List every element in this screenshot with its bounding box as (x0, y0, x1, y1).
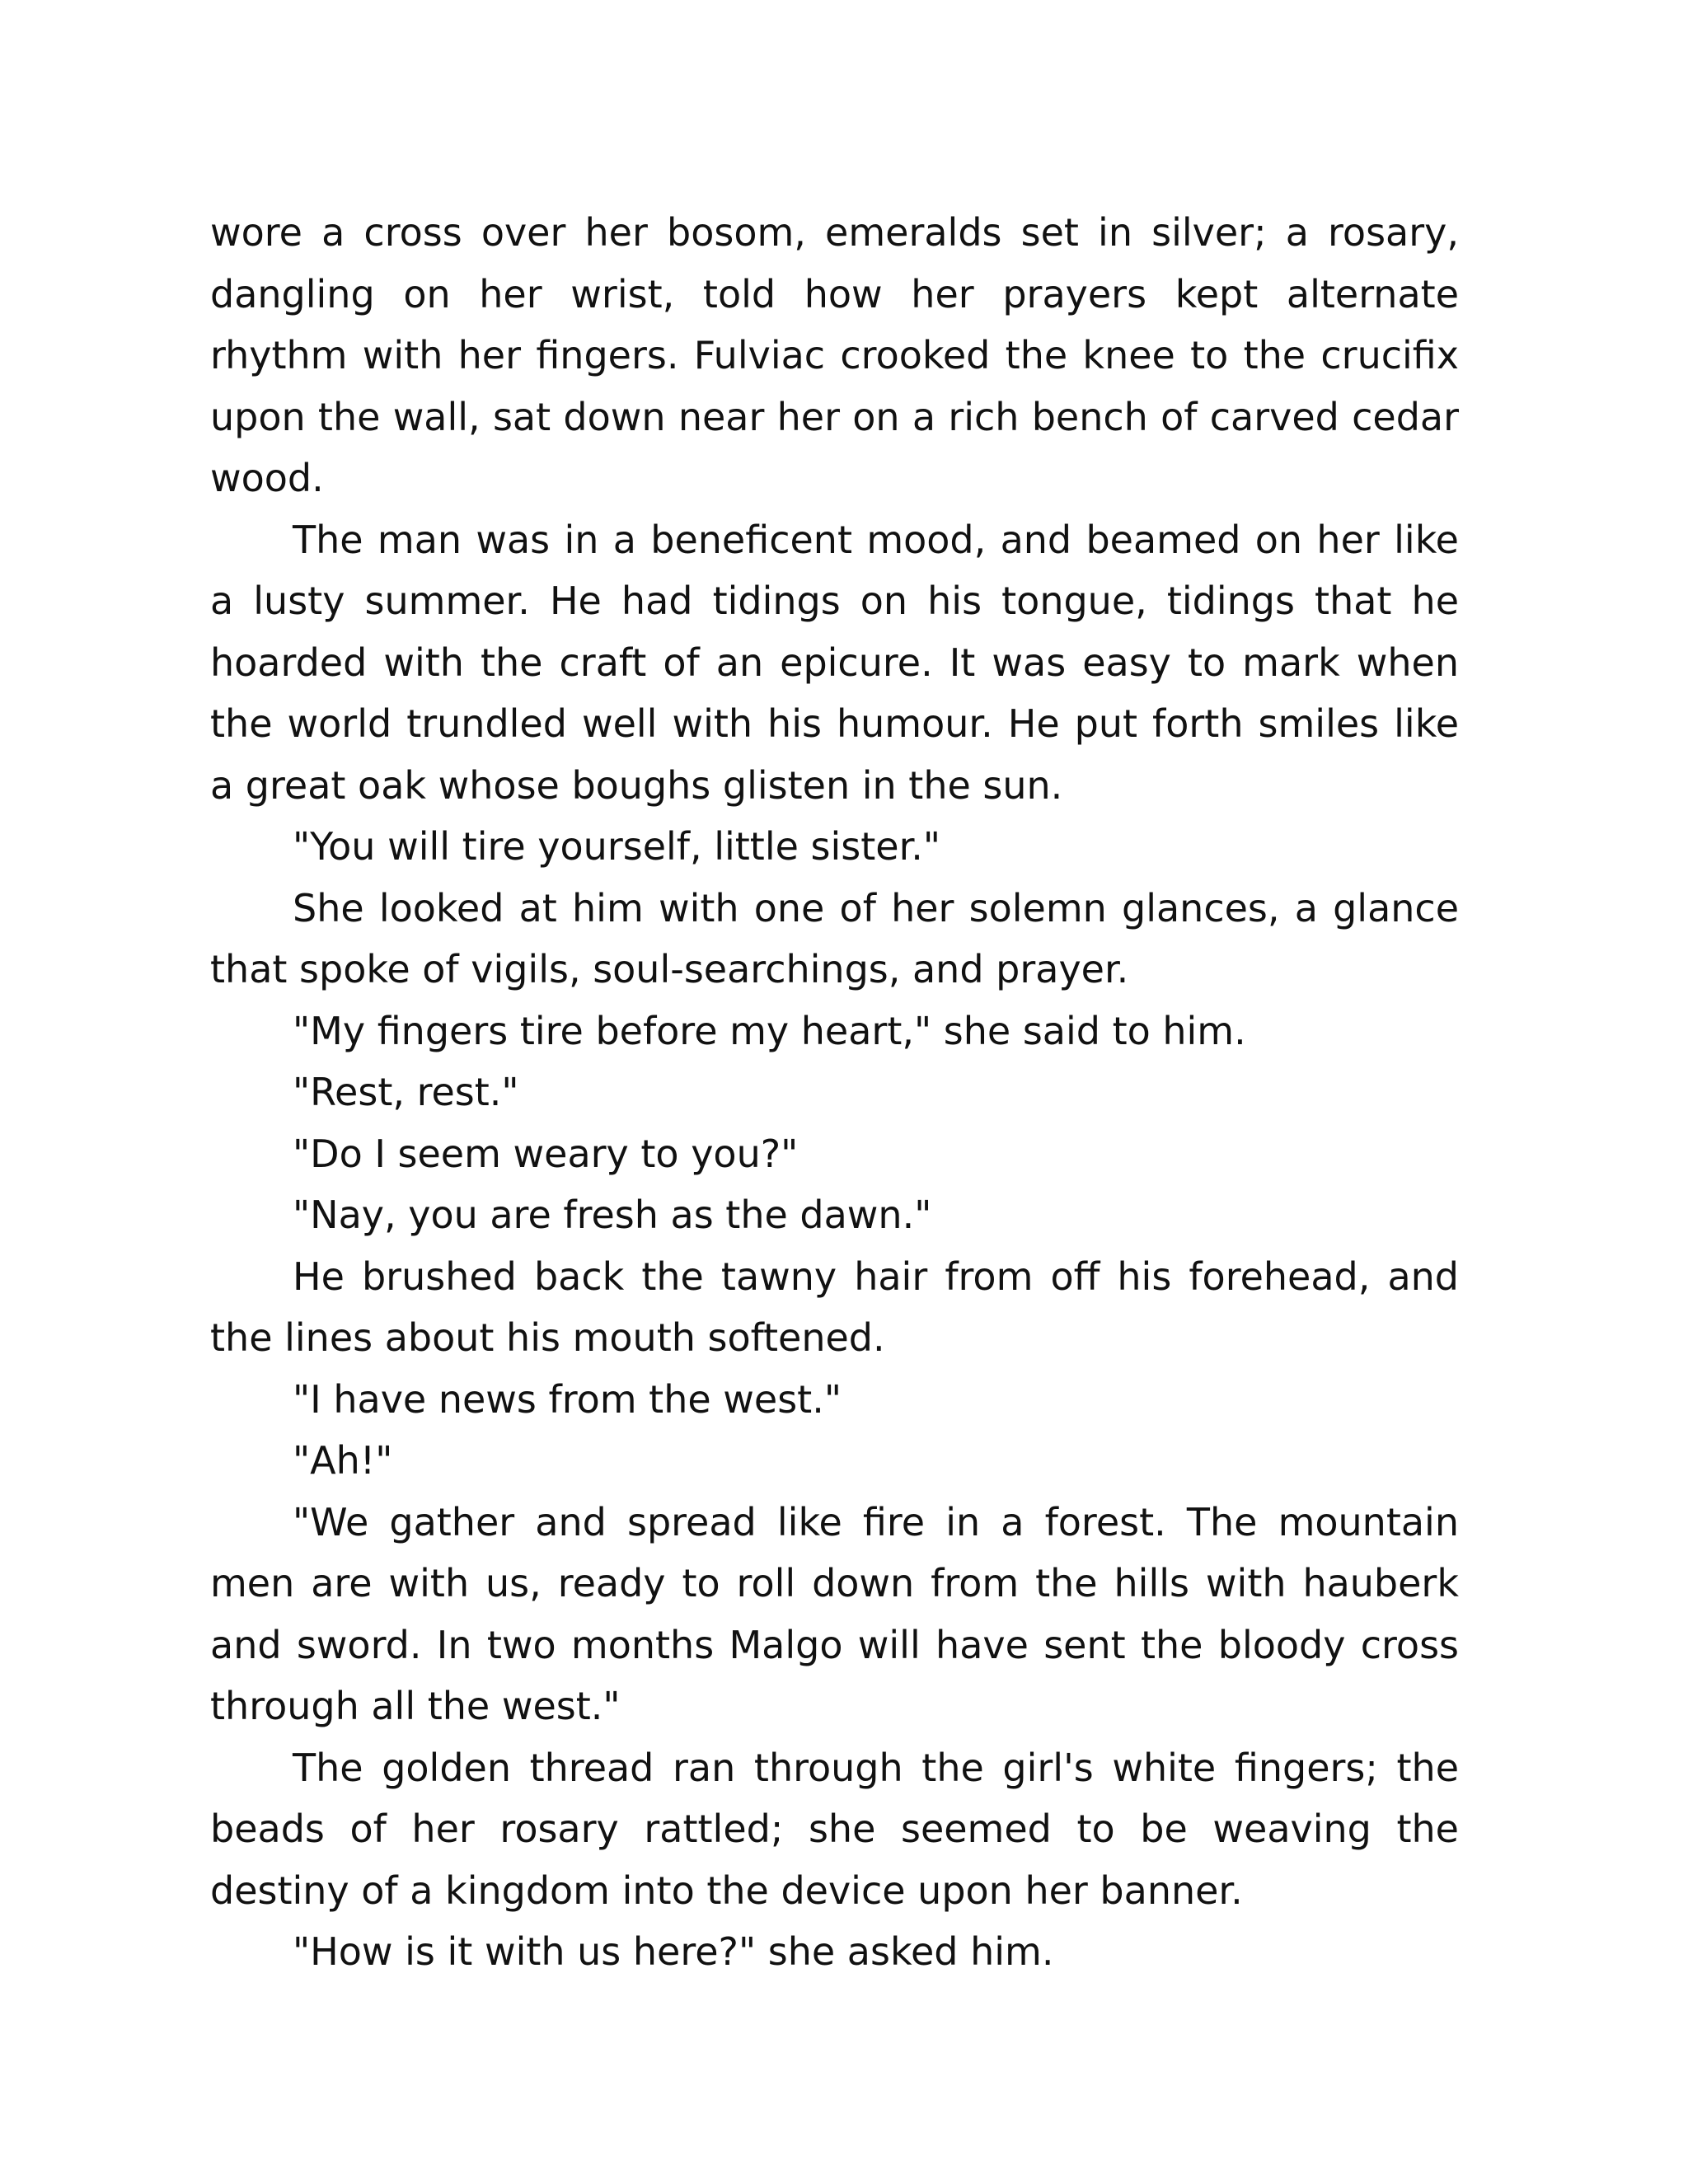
paragraph: The man was in a beneficent mood, and beamed on her like a lusty summer. He had tidings on his tongue, tidings that he hoarded with the craft of an epicure. It was easy to mark when the world trundled well with his humour. He put forth smiles like a great oak whose boughs glisten in the sun. (210, 517, 1459, 808)
paragraph: "My fingers tire before my heart," she said to him. (293, 1008, 1246, 1053)
paragraph: "Rest, rest." (293, 1070, 519, 1114)
paragraph: He brushed back the tawny hair from off his forehead, and the lines about his mouth softened. (210, 1254, 1459, 1360)
paragraph: She looked at him with one of her solemn glances, a glance that spoke of vigils, soul-searchings, and prayer. (210, 885, 1459, 991)
paragraph: The golden thread ran through the girl's white fingers; the beads of her rosary rattled; she seemed to be weaving the destiny of a kingdom into the device upon her banner. (210, 1745, 1459, 1913)
paragraph: "Nay, you are fresh as the dawn." (293, 1193, 932, 1237)
paragraph-continued: wore a cross over her bosom, emeralds set in silver; a rosary, dangling on her wrist, told how her prayers kept alternate rhythm with her fingers. Fulviac crooked the knee to the crucifix upon the wall, sat down near her on a rich bench of carved cedar wood. (210, 210, 1459, 500)
paragraph: "I have news from the west." (293, 1376, 842, 1422)
paragraph: "Do I seem weary to you?" (293, 1131, 799, 1176)
paragraph: "You will tire yourself, little sister." (293, 824, 941, 869)
paragraph: "We gather and spread like fire in a forest. The mountain men are with us, ready to roll down from the hills with hauberk and sword. In two months Malgo will have sent the bloody cross through all the west." (210, 1499, 1459, 1728)
paragraph: "How is it with us here?" she asked him. (293, 1929, 1054, 1974)
body-text (210, 202, 1459, 1983)
paragraph: "Ah!" (293, 1438, 393, 1483)
